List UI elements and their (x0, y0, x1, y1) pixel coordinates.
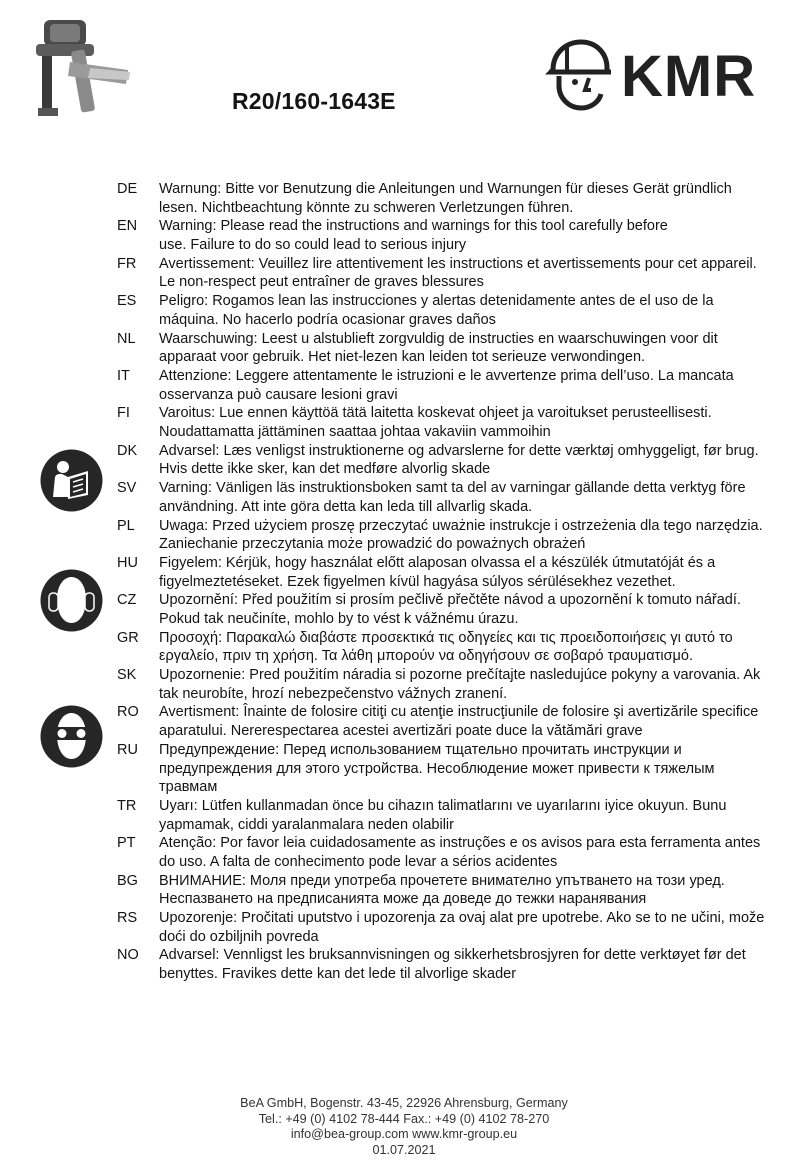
language-code: SV (117, 480, 137, 497)
warning-row (0, 404, 808, 441)
language-code: IT (117, 367, 130, 384)
warning-row (0, 479, 808, 516)
warning-row (0, 666, 808, 703)
warning-row (0, 367, 808, 404)
language-code: DE (117, 181, 138, 197)
language-code: EN (117, 218, 138, 235)
footer-address: BeA GmbH, Bogenstr. 43-45, 22926 Ahrensburg, Germany (240, 1096, 568, 1110)
warning-text: Uyarı: Lütfen kullanmadan önce bu cihazın talimatlarını ve uyarılarını iyice okuyun. Bunu yapmamak, ciddi yaralanmalara neden olabilir (159, 797, 727, 833)
warning-text: Uwaga: Przed użyciem proszę przeczytać uważnie instrukcje i ostrzeżenia dla tego narzędzia. Zaniechanie przeczytania może prowadzić do poważnych obrażeń (159, 517, 763, 553)
warning-text: Upozornění: Před použitím si prosím pečlivě přečtěte návod a upozornění k tomuto nářadí. Pokud tak neučiníte, mohlo by to vést k vážnému úrazu. (159, 592, 741, 627)
language-code: RO (117, 704, 139, 721)
warning-row (0, 834, 808, 871)
language-code: PL (117, 517, 135, 534)
warning-text: Varoitus: Lue ennen käyttöä tätä laitetta koskevat ohjeet ja varoitukset perusteellisesti. Noudattamatta jättäminen saattaa johtaa vakaviin vammoihin (159, 405, 712, 441)
warning-text: Προσοχή: Παρακαλώ διαβάστε προσεκτικά τις οδηγείες και τις προειδοποιήσεις γι αυτό το εργαλείο, πριν τη χρήση. Τα λάθη μπορούν να οδηγήσουν σε σοβαρό τραυματισμό. (159, 629, 733, 665)
warning-text: Figyelem: Kérjük, hogy használat előtt alaposan olvassa el a készülék útmutatóját és a figyelmeztetéseket. Ezek figyelmen kívül hagyása súlyos sérülésekhez vezethet. (159, 554, 716, 590)
warning-row (0, 442, 808, 479)
warning-row (0, 946, 808, 983)
model-number: R20/160-1643E (232, 88, 396, 114)
warning-row (0, 554, 808, 591)
warning-row (0, 703, 808, 740)
language-code: RU (117, 741, 138, 758)
warning-text: Advarsel: Læs venligst instruktionerne og advarslerne for dette værktøj omhyggeligt, før brug. Hvis dette ikke sker, kan det medføre alvorlig skade (159, 442, 759, 478)
warning-text: Peligro: Rogamos lean las instrucciones y alertas detenidamente antes de el uso de la máquina. No hacerlo podría ocasionar graves daños (159, 293, 714, 328)
footer-phone: Tel.: +49 (0) 4102 78-444 Fax.: +49 (0) 4102 78-270 (258, 1111, 550, 1126)
warning-text: Warnung: Bitte vor Benutzung die Anleitungen und Warnungen für dieses Gerät gründlich lesen. Nichtbeachtung könnte zu schweren Verletzungen führen. (159, 181, 732, 216)
language-code: BG (117, 872, 138, 889)
framing-nailer-icon (30, 18, 135, 123)
footer-contact: info@bea-group.com www.kmr-group.eu (290, 1127, 518, 1141)
warning-row (0, 797, 808, 834)
language-code: ES (117, 293, 137, 310)
language-code: NL (117, 330, 136, 347)
language-code: FR (117, 255, 137, 272)
language-code: FI (117, 405, 130, 422)
warning-text: Varning: Vänligen läs instruktionsboken samt ta del av varningar gällande detta verktyg före användning. Att inte göra detta kan leda till allvarlig skada. (159, 480, 746, 515)
warning-text: Предупреждение: Перед использованием тщательно прочитать инструкции и предупреждения для этого устройства. Несоблюдение может привести к тяжелым травмам (159, 741, 715, 796)
language-code: RS (117, 910, 138, 927)
warning-text: Upozorenje: Pročitati uputstvo i upozorenja za ovaj alat pre upotrebe. Ako se to ne učini, može doći do ozbiljnih povreda (159, 910, 765, 945)
safety-warnings (0, 180, 808, 984)
language-code: PT (117, 835, 136, 852)
language-code: SK (117, 667, 137, 684)
footer-date: 01.07.2021 (372, 1142, 436, 1157)
language-code: CZ (117, 592, 137, 609)
warning-row (0, 217, 808, 254)
language-code: HU (117, 554, 138, 571)
warning-row (0, 255, 808, 292)
language-code: NO (117, 947, 139, 964)
warning-row (0, 872, 808, 909)
warning-row (0, 909, 808, 946)
warning-text: Advarsel: Vennligst les bruksannvisningen og sikkerhetsbrosjyren for dette verktøyet før det benyttes. Fravikes dette kan det lede til alvorlige skader (159, 947, 746, 983)
warning-row (0, 517, 808, 554)
language-code: GR (117, 629, 139, 646)
warning-text: Waarschuwing: Leest u alstublieft zorgvuldig de instructies en waarschuwingen voor dit apparaat voor gebruik. Het niet-lezen kan leiden tot serieuze verwondingen. (159, 330, 718, 366)
warning-text: ВНИМАНИЕ: Моля преди употреба прочетете внимателно упътването на този уред. Неспазването на предписанията може да доведе до тежки наранявания (159, 872, 725, 908)
company-footer (200, 1096, 608, 1158)
warning-text: Upozornenie: Pred použitím náradia si pozorne prečítajte nasledujúce pokyny a varovania. Ak tak neurobíte, hrozí nebezpečenstvo vážnych zranení. (159, 667, 761, 702)
warning-row (0, 741, 808, 797)
warning-row (0, 330, 808, 367)
warning-text: Attenzione: Leggere attentamente le istruzioni e le avvertenze prima dell’uso. La mancata osservanza può causare lesioni gravi (159, 367, 734, 403)
language-code: DK (117, 442, 138, 459)
language-code: TR (117, 797, 137, 814)
warning-row (0, 180, 808, 217)
warning-text: Atenção: Por favor leia cuidadosamente as instruções e os avisos para esta ferramenta antes do uso. A falta de conhecimento pode levar a sérios acidentes (159, 835, 761, 870)
logo-text: KMR (621, 43, 757, 109)
helmet-head-icon (545, 38, 615, 114)
kmr-logo (545, 38, 756, 114)
warning-row (0, 292, 808, 329)
warning-text: Avertissement: Veuillez lire attentivement les instructions et avertissements pour cet appareil. Le non-respect peut entraîner de graves blessures (159, 255, 757, 291)
warning-text: Avertisment: Înainte de folosire citiţi cu atenţie instrucţiunile de folosire şi avertizările specifice aparatului. Nererespectarea acestei avertizări poate duce la vătămări grave (159, 704, 759, 740)
warning-text: Warning: Please read the instructions and warnings for this tool carefully before use. Failure to do so could lead to serious injury (159, 218, 668, 254)
warning-row (0, 591, 808, 628)
warning-row (0, 629, 808, 666)
